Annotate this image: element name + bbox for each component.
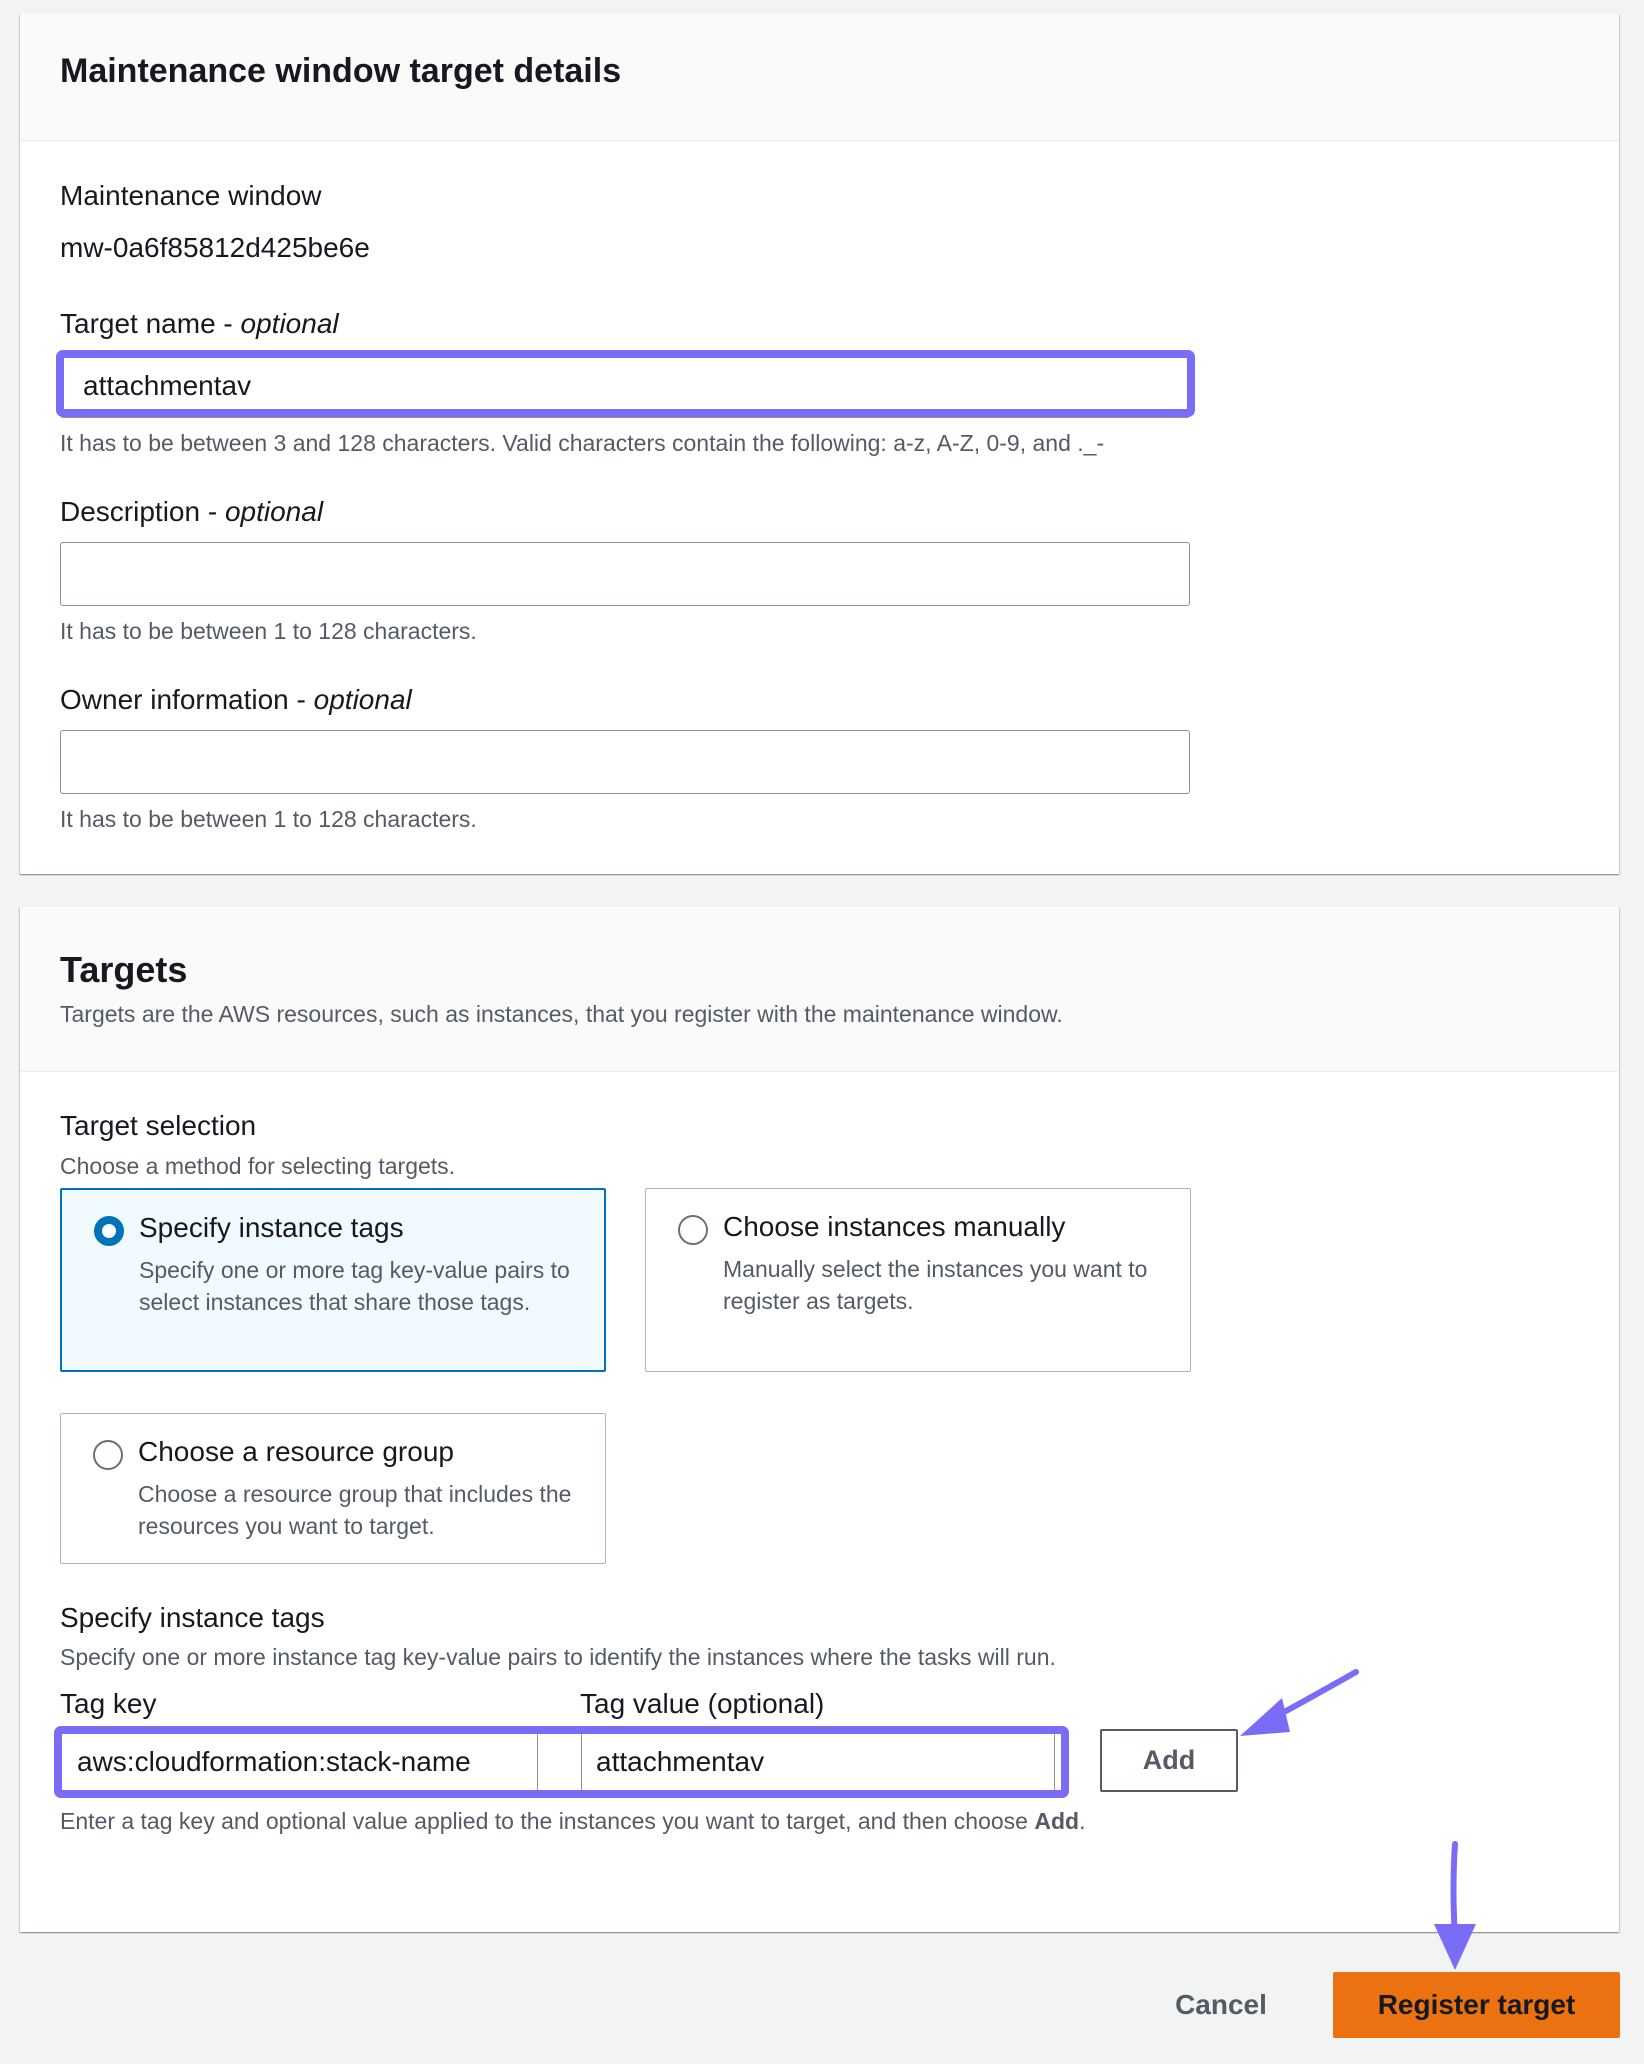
tag-key-label: Tag key xyxy=(60,1688,157,1719)
owner-label: Owner information - optional xyxy=(60,684,412,715)
target-name-label: Target name - optional xyxy=(60,308,339,339)
tag-value-label: Tag value (optional) xyxy=(580,1688,825,1719)
owner-hint: It has to be between 1 to 128 characters. xyxy=(60,806,477,832)
target-name-highlight xyxy=(56,350,1195,417)
option-title: Choose a resource group xyxy=(138,1436,454,1467)
targets-subtitle: Targets are the AWS resources, such as instances, that you register with the maintenance window. xyxy=(60,1001,1063,1027)
tag-key-input[interactable]: aws:cloudformation:stack-name xyxy=(56,1730,538,1794)
option-description: Manually select the instances you want to register as targets. xyxy=(723,1256,1148,1314)
specify-tags-hint: Specify one or more instance tag key-value pairs to identify the instances where the tasks will run. xyxy=(60,1644,1056,1670)
option-choose-resource-group[interactable] xyxy=(60,1413,606,1564)
maintenance-window-id: mw-0a6f85812d425be6e xyxy=(60,232,370,263)
arrow-to-add-icon xyxy=(1230,1660,1370,1760)
register-target-button[interactable]: Register target xyxy=(1333,1972,1620,2038)
description-input[interactable] xyxy=(60,542,1190,606)
radio-unchecked-icon[interactable] xyxy=(678,1215,708,1245)
target-selection-label: Target selection xyxy=(60,1110,257,1141)
add-tag-button[interactable]: Add xyxy=(1100,1729,1238,1792)
tag-footer-hint: Enter a tag key and optional value applied to the instances you want to target, and then choose Add. xyxy=(60,1808,1086,1834)
target-details-title: Maintenance window target details xyxy=(60,52,622,90)
option-choose-instances-manually[interactable] xyxy=(645,1188,1191,1372)
targets-header xyxy=(20,907,1619,1072)
cancel-button[interactable]: Cancel xyxy=(1175,1989,1267,2020)
option-description: Specify one or more tag key-value pairs to select instances that share those tags. xyxy=(139,1257,570,1315)
option-title: Choose instances manually xyxy=(723,1211,1066,1242)
description-label: Description - optional xyxy=(60,496,324,527)
target-selection-hint: Choose a method for selecting targets. xyxy=(60,1153,456,1179)
radio-unchecked-icon[interactable] xyxy=(93,1440,123,1470)
tag-value-input[interactable]: attachmentav xyxy=(581,1730,1055,1794)
specify-tags-label: Specify instance tags xyxy=(60,1602,325,1633)
description-hint: It has to be between 1 to 128 characters. xyxy=(60,618,477,644)
arrow-to-register-icon xyxy=(1420,1838,1490,1978)
owner-input[interactable] xyxy=(60,730,1190,794)
target-name-input[interactable]: attachmentav xyxy=(60,354,1190,418)
option-specify-instance-tags[interactable] xyxy=(60,1188,606,1372)
tag-inputs-highlight xyxy=(54,1726,1069,1798)
maintenance-window-label: Maintenance window xyxy=(60,180,322,211)
target-name-hint: It has to be between 3 and 128 characters. Valid characters contain the following: a-z, A-Z, 0-9, and ._- xyxy=(60,430,1105,456)
targets-title: Targets xyxy=(60,949,188,990)
option-description: Choose a resource group that includes the resources you want to target. xyxy=(138,1481,572,1539)
option-title: Specify instance tags xyxy=(139,1212,404,1243)
target-details-header xyxy=(20,14,1619,141)
radio-checked-icon[interactable] xyxy=(94,1216,124,1246)
